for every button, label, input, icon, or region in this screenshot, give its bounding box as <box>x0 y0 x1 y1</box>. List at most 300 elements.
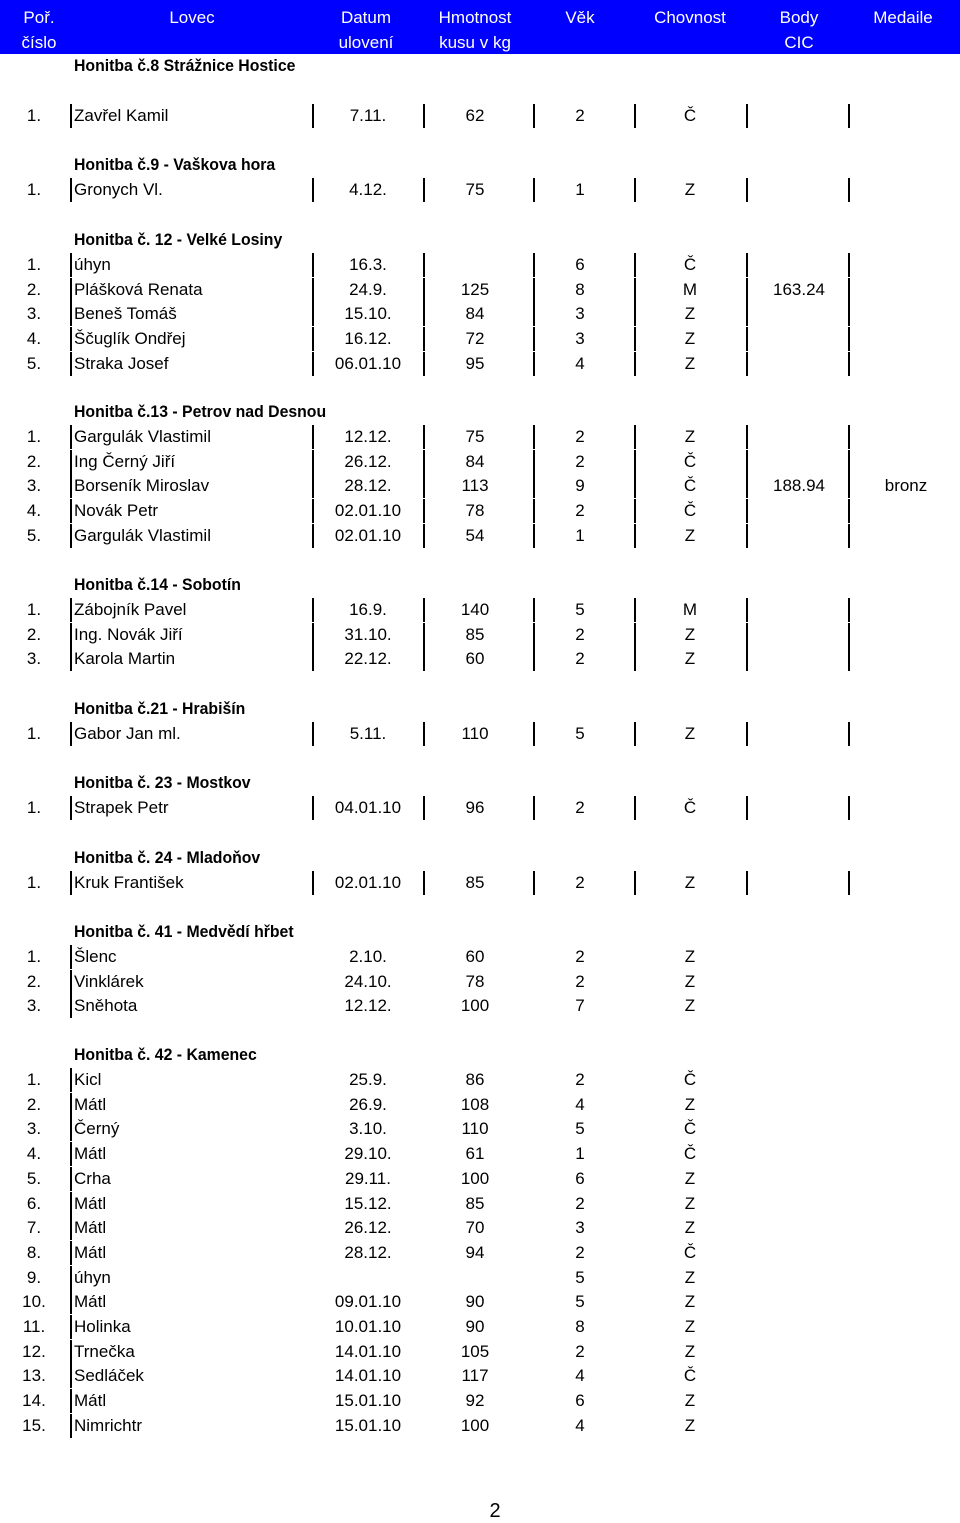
breeding-class: Z <box>684 624 696 644</box>
column-divider <box>70 722 72 746</box>
table-row <box>0 523 960 548</box>
header-age <box>530 5 630 30</box>
breeding-class: Z <box>684 1415 696 1435</box>
table-row <box>0 795 960 820</box>
table-row <box>0 103 960 128</box>
table-row <box>0 1116 960 1141</box>
weight-kg: 90 <box>465 1292 485 1312</box>
age: 2 <box>575 1242 585 1262</box>
header-label: Datum <box>340 8 392 27</box>
column-divider <box>70 352 72 376</box>
section-title: Honitba č.8 Strážnice Hostice <box>74 56 296 75</box>
column-divider <box>70 499 72 523</box>
column-divider <box>312 647 314 671</box>
column-divider <box>70 425 72 449</box>
row-number: 1. <box>26 947 42 966</box>
catch-date: 06.01.10 <box>334 353 402 373</box>
column-divider <box>746 104 748 128</box>
breeding-class: Z <box>684 180 696 199</box>
row-number: 12. <box>22 1341 46 1361</box>
catch-date: 25.9. <box>349 1070 387 1089</box>
row-number: 1. <box>26 255 42 274</box>
column-divider <box>634 302 636 326</box>
breeding-class: Č <box>683 1144 697 1164</box>
breeding-class: Č <box>683 1070 697 1089</box>
catch-date: 12.12. <box>344 427 392 446</box>
row-number: 2. <box>26 624 42 644</box>
column-divider <box>423 278 425 302</box>
column-divider <box>70 1068 72 1092</box>
weight-kg: 85 <box>465 1193 485 1213</box>
column-divider <box>70 1290 72 1314</box>
hunter-name: Gargulák Vlastimil <box>74 427 211 446</box>
column-divider <box>70 253 72 277</box>
age: 9 <box>575 476 585 496</box>
row-number: 1. <box>26 427 42 446</box>
header-label: CIC <box>784 33 814 52</box>
page-number: 2 <box>489 1500 501 1522</box>
catch-date: 14.01.10 <box>334 1341 402 1361</box>
breeding-class: Z <box>684 1267 696 1287</box>
column-divider <box>70 302 72 326</box>
hunter-name: Beneš Tomáš <box>74 304 177 324</box>
medal: bronz <box>884 476 928 496</box>
column-divider <box>634 450 636 474</box>
column-divider <box>533 474 535 498</box>
column-divider <box>848 871 850 895</box>
age: 2 <box>575 649 585 669</box>
weight-kg: 75 <box>465 180 485 199</box>
age: 5 <box>575 1119 585 1139</box>
hunter-name: Zábojník Pavel <box>74 600 187 619</box>
column-divider <box>848 499 850 523</box>
age: 6 <box>575 1168 585 1188</box>
catch-date: 14.01.10 <box>334 1366 402 1386</box>
hunter-name: Crha <box>74 1168 111 1188</box>
column-divider <box>423 623 425 647</box>
header-label: Medaile <box>873 8 933 27</box>
table-row <box>0 424 960 449</box>
column-divider <box>70 178 72 202</box>
column-divider <box>533 352 535 376</box>
column-divider <box>312 623 314 647</box>
row-number: 9. <box>26 1267 42 1287</box>
column-divider <box>423 302 425 326</box>
column-divider <box>634 425 636 449</box>
table-row <box>0 1363 960 1388</box>
header-label: Hmotnost <box>438 8 512 27</box>
header-order-number <box>0 5 78 55</box>
age: 2 <box>575 873 585 892</box>
column-divider <box>533 450 535 474</box>
table-row <box>0 498 960 523</box>
hunter-name: Gabor Jan ml. <box>74 724 181 743</box>
weight-kg: 117 <box>461 1366 489 1386</box>
section-title: Honitba č.13 - Petrov nad Desnou <box>74 402 327 421</box>
hunter-name: Plášková Renata <box>74 279 203 299</box>
breeding-class: Z <box>684 873 696 892</box>
column-divider <box>634 253 636 277</box>
section-title: Honitba č. 23 - Mostkov <box>74 773 251 792</box>
breeding-class: Z <box>684 427 696 446</box>
weight-kg: 85 <box>465 624 485 644</box>
cic-points: 188.94 <box>773 476 825 496</box>
hunter-name: Straka Josef <box>74 353 169 373</box>
table-row <box>0 1215 960 1240</box>
table-row <box>0 622 960 647</box>
hunter-name: Nimrichtr <box>74 1415 142 1435</box>
column-divider <box>848 278 850 302</box>
column-divider <box>848 647 850 671</box>
column-divider <box>312 253 314 277</box>
age: 3 <box>575 1218 585 1238</box>
catch-date: 22.12. <box>344 649 392 669</box>
catch-date: 24.10. <box>344 971 392 991</box>
row-number: 5. <box>26 1168 42 1188</box>
column-divider <box>70 1414 72 1438</box>
weight-kg: 78 <box>465 971 485 991</box>
column-divider <box>312 104 314 128</box>
weight-kg: 100 <box>460 996 490 1016</box>
catch-date: 16.3. <box>349 255 387 274</box>
weight-kg: 94 <box>465 1242 485 1262</box>
header-cic-points <box>752 5 846 55</box>
column-divider <box>312 327 314 351</box>
row-number: 2. <box>26 1094 42 1114</box>
column-divider <box>848 302 850 326</box>
breeding-class: Z <box>684 971 696 991</box>
row-number: 1. <box>26 105 42 125</box>
catch-date: 02.01.10 <box>334 525 402 545</box>
column-divider <box>533 278 535 302</box>
column-divider <box>634 499 636 523</box>
table-row <box>0 252 960 277</box>
breeding-class: Č <box>683 1366 697 1386</box>
column-divider <box>423 647 425 671</box>
table-row <box>0 473 960 498</box>
hunter-name: Trnečka <box>74 1341 135 1361</box>
breeding-class: Č <box>683 798 697 817</box>
column-divider <box>634 796 636 820</box>
catch-date: 09.01.10 <box>334 1292 402 1312</box>
column-divider <box>746 327 748 351</box>
column-divider <box>848 796 850 820</box>
table-row <box>0 177 960 202</box>
column-divider <box>423 871 425 895</box>
column-divider <box>70 524 72 548</box>
catch-date: 04.01.10 <box>334 798 402 817</box>
column-divider <box>848 352 850 376</box>
breeding-class: Č <box>683 1119 697 1139</box>
hunter-name: úhyn <box>74 1267 111 1287</box>
weight-kg: 60 <box>465 947 485 966</box>
row-number: 11. <box>22 1317 46 1336</box>
column-divider <box>312 499 314 523</box>
row-number: 1. <box>26 798 42 817</box>
age: 2 <box>575 798 585 817</box>
breeding-class: Z <box>684 1292 696 1312</box>
age: 2 <box>575 105 585 125</box>
catch-date: 16.12. <box>344 329 392 349</box>
column-divider <box>746 352 748 376</box>
column-divider <box>533 302 535 326</box>
age: 1 <box>575 180 585 199</box>
column-divider <box>848 104 850 128</box>
hunter-name: Sedláček <box>74 1366 144 1386</box>
table-row <box>0 1289 960 1314</box>
column-divider <box>312 722 314 746</box>
age: 8 <box>575 1317 585 1336</box>
catch-date: 15.01.10 <box>334 1415 402 1435</box>
table-row <box>0 1388 960 1413</box>
catch-date: 15.10. <box>344 304 392 324</box>
breeding-class: Č <box>683 255 697 274</box>
catch-date: 16.9. <box>349 600 387 619</box>
age: 2 <box>575 501 585 521</box>
age: 2 <box>575 947 585 966</box>
row-number: 8. <box>26 1242 42 1262</box>
header-label: Chovnost <box>654 8 726 27</box>
column-divider <box>312 178 314 202</box>
weight-kg: 100 <box>460 1168 490 1188</box>
weight-kg: 85 <box>465 873 485 892</box>
column-divider <box>70 871 72 895</box>
column-divider <box>70 1315 72 1339</box>
weight-kg: 62 <box>465 105 485 125</box>
row-number: 1. <box>26 600 42 619</box>
header-label: Lovec <box>169 8 215 27</box>
weight-kg: 90 <box>465 1317 485 1336</box>
column-divider <box>533 871 535 895</box>
column-divider <box>746 499 748 523</box>
age: 2 <box>575 451 585 471</box>
column-divider <box>70 1142 72 1166</box>
column-divider <box>634 647 636 671</box>
column-divider <box>746 425 748 449</box>
age: 4 <box>575 1094 585 1114</box>
hunter-name: Mátl <box>74 1391 107 1411</box>
breeding-class: Z <box>684 1193 696 1213</box>
column-divider <box>312 450 314 474</box>
row-number: 1. <box>26 180 42 199</box>
header-hunter <box>78 5 306 30</box>
catch-date: 26.12. <box>344 451 392 471</box>
hunter-name: Gargulák Vlastimil <box>74 525 211 545</box>
breeding-class: M <box>682 279 698 299</box>
column-divider <box>634 178 636 202</box>
column-divider <box>533 598 535 622</box>
row-number: 4. <box>26 501 42 521</box>
column-divider <box>423 474 425 498</box>
weight-kg: 100 <box>460 1415 490 1435</box>
weight-kg: 75 <box>465 427 485 446</box>
column-divider <box>312 352 314 376</box>
age: 5 <box>575 724 585 743</box>
age: 3 <box>575 329 585 349</box>
column-divider <box>70 1266 72 1290</box>
breeding-class: Z <box>684 649 696 669</box>
row-number: 2. <box>26 971 42 991</box>
breeding-class: Z <box>684 996 696 1016</box>
table-row <box>0 1067 960 1092</box>
hunter-name: Strapek Petr <box>74 798 169 817</box>
column-divider <box>70 1340 72 1364</box>
column-divider <box>312 302 314 326</box>
column-divider <box>848 598 850 622</box>
breeding-class: Č <box>683 501 697 521</box>
catch-date: 24.9. <box>349 279 387 299</box>
age: 8 <box>575 279 585 299</box>
header-label: Věk <box>565 8 595 27</box>
column-divider <box>848 474 850 498</box>
row-number: 15. <box>22 1415 46 1435</box>
row-number: 3. <box>26 1119 42 1139</box>
hunter-name: Šlenc <box>74 947 117 966</box>
age: 5 <box>575 1267 585 1287</box>
column-divider <box>423 327 425 351</box>
row-number: 10. <box>22 1292 46 1312</box>
row-number: 14. <box>22 1391 46 1411</box>
column-divider <box>533 253 535 277</box>
table-row <box>0 1166 960 1191</box>
column-divider <box>423 598 425 622</box>
column-divider <box>70 1093 72 1117</box>
column-divider <box>70 450 72 474</box>
weight-kg: 92 <box>465 1391 485 1411</box>
column-divider <box>533 722 535 746</box>
age: 5 <box>575 1292 585 1312</box>
column-divider <box>70 474 72 498</box>
table-row <box>0 351 960 376</box>
column-divider <box>423 253 425 277</box>
column-divider <box>423 796 425 820</box>
column-divider <box>312 425 314 449</box>
table-row <box>0 1240 960 1265</box>
breeding-class: Z <box>684 947 696 966</box>
column-divider <box>746 450 748 474</box>
weight-kg: 140 <box>460 600 490 619</box>
age: 6 <box>575 255 585 274</box>
column-divider <box>848 253 850 277</box>
column-divider <box>634 352 636 376</box>
column-divider <box>848 722 850 746</box>
column-divider <box>746 623 748 647</box>
header-label: kusu v kg <box>439 33 511 52</box>
weight-kg: 125 <box>460 279 490 299</box>
breeding-class: Č <box>683 1242 697 1262</box>
column-divider <box>70 647 72 671</box>
row-number: 1. <box>26 873 42 892</box>
hunter-name: Gronych Vl. <box>74 180 163 199</box>
hunter-name: Kicl <box>74 1070 102 1089</box>
weight-kg: 110 <box>461 724 489 743</box>
hunter-name: Mátl <box>74 1292 107 1312</box>
catch-date: 26.9. <box>349 1094 387 1114</box>
cic-points: 163.24 <box>773 279 825 299</box>
table-row <box>0 944 960 969</box>
breeding-class: M <box>682 600 698 619</box>
weight-kg: 72 <box>465 329 485 349</box>
hunter-name: úhyn <box>74 255 111 274</box>
column-divider <box>312 871 314 895</box>
column-divider <box>746 524 748 548</box>
weight-kg: 113 <box>461 476 489 496</box>
hunter-name: Ščuglík Ondřej <box>74 329 186 349</box>
column-divider <box>312 796 314 820</box>
row-number: 7. <box>26 1218 42 1238</box>
column-divider <box>746 647 748 671</box>
column-divider <box>423 352 425 376</box>
row-number: 1. <box>26 724 42 743</box>
breeding-class: Z <box>684 1094 696 1114</box>
breeding-class: Z <box>684 353 696 373</box>
column-divider <box>746 871 748 895</box>
table-row <box>0 1339 960 1364</box>
hunter-name: Ing Černý Jiří <box>74 451 176 471</box>
table-row <box>0 721 960 746</box>
column-divider <box>848 524 850 548</box>
hunter-name: Mátl <box>74 1218 107 1238</box>
column-divider <box>746 796 748 820</box>
breeding-class: Z <box>684 1317 696 1336</box>
breeding-class: Č <box>683 476 697 496</box>
row-number: 4. <box>26 329 42 349</box>
column-divider <box>70 796 72 820</box>
age: 7 <box>575 996 585 1016</box>
breeding-class: Z <box>684 1391 696 1411</box>
catch-date: 28.12. <box>344 1242 392 1262</box>
column-divider <box>634 474 636 498</box>
column-divider <box>423 499 425 523</box>
age: 5 <box>575 600 585 619</box>
column-divider <box>533 104 535 128</box>
column-divider <box>746 253 748 277</box>
catch-date: 29.10. <box>344 1144 392 1164</box>
column-divider <box>746 474 748 498</box>
table-row <box>0 969 960 994</box>
weight-kg: 70 <box>465 1218 485 1238</box>
weight-kg: 54 <box>465 525 485 545</box>
age: 2 <box>575 1193 585 1213</box>
breeding-class: Z <box>684 1168 696 1188</box>
breeding-class: Z <box>684 525 696 545</box>
section-title: Honitba č.14 - Sobotín <box>74 575 241 594</box>
table-row <box>0 1413 960 1438</box>
hunter-name: Mátl <box>74 1144 107 1164</box>
weight-kg: 110 <box>461 1119 489 1139</box>
header-date <box>306 5 426 55</box>
breeding-class: Z <box>684 304 696 324</box>
column-divider <box>423 450 425 474</box>
column-divider <box>746 598 748 622</box>
hunter-name: Ing. Novák Jiří <box>74 624 183 644</box>
column-divider <box>70 945 72 969</box>
catch-date: 31.10. <box>344 624 392 644</box>
breeding-class: Z <box>684 1218 696 1238</box>
column-divider <box>70 1389 72 1413</box>
hunter-name: Vinklárek <box>74 971 144 991</box>
hunter-name: Karola Martin <box>74 649 176 669</box>
column-divider <box>312 474 314 498</box>
column-divider <box>423 524 425 548</box>
hunter-name: Holinka <box>74 1317 131 1336</box>
column-divider <box>423 178 425 202</box>
catch-date: 02.01.10 <box>334 873 402 892</box>
age: 2 <box>575 624 585 644</box>
hunter-name: Kruk František <box>74 873 184 892</box>
column-divider <box>70 1167 72 1191</box>
section-title: Honitba č. 41 - Medvědí hřbet <box>74 922 294 941</box>
